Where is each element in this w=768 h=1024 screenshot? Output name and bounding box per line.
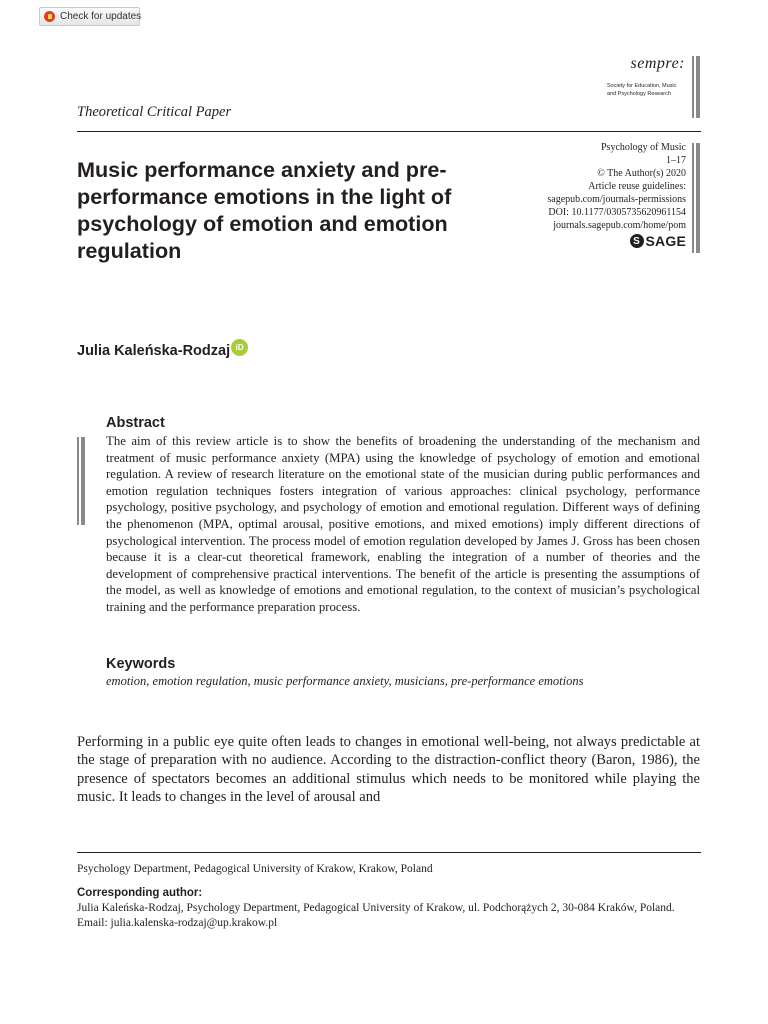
journal-name: Psychology of Music — [601, 142, 686, 153]
corresponding-author-address: Julia Kaleńska-Rodzaj, Psychology Department, Pedagogical University of Krakow, ul. Podchorążych 2, 30-084 Kraków, Poland. — [77, 902, 675, 914]
abstract-side-bar-2 — [81, 437, 85, 525]
brand-divider-bar-2 — [696, 56, 700, 118]
journal-brand — [600, 55, 685, 98]
corresponding-author-email[interactable]: Email: julia.kalenska-rodzaj@up.krakow.pl — [77, 917, 278, 929]
check-for-updates-button[interactable] — [39, 7, 140, 26]
abstract-side-bar — [77, 437, 79, 525]
metadata-divider-bar-2 — [696, 143, 700, 253]
affiliation: Psychology Department, Pedagogical University of Krakow, Krakow, Poland — [77, 863, 433, 875]
sage-wordmark: SAGE — [645, 232, 686, 249]
abstract-heading: Abstract — [106, 415, 165, 431]
copyright: © The Author(s) 2020 — [597, 168, 686, 179]
sempre-subtitle-line2: and Psychology Research — [607, 91, 671, 97]
sage-logo — [630, 234, 686, 248]
keywords-text: emotion, emotion regulation, music performance anxiety, musicians, pre-performance emotions — [106, 674, 584, 688]
doi-link[interactable]: DOI: 10.1177/0305735620961154 — [548, 207, 686, 218]
journal-home-link[interactable]: journals.sagepub.com/home/pom — [553, 220, 686, 231]
sage-icon: S — [630, 234, 644, 248]
article-title: Music performance anxiety and pre-performance emotions in the light of psychology of emotion and emotion regulation — [77, 157, 452, 263]
footer-rule — [77, 852, 701, 853]
corresponding-author-block — [77, 886, 697, 931]
corresponding-author-label: Corresponding author: — [77, 887, 203, 899]
article-metadata — [480, 141, 686, 248]
body-paragraph: Performing in a public eye quite often leads to changes in emotional well-being, not always predictable at the stage of preparation with no audience. According to the distraction-conflict theory (Baron, 1986), the presence of spectators becomes an additional stimulus which needs to be monitored while playing the music. It leads to changes in the level of arousal and — [77, 734, 700, 805]
bookmark-icon — [44, 11, 55, 22]
article-type: Theoretical Critical Paper — [77, 104, 232, 120]
abstract-text: The aim of this review article is to show the benefits of broadening the understanding of the mechanism and treatment of music performance anxiety (MPA) using the knowledge of psychology of emotion and emotional regulation. A review of research literature on the emotional state of the musician during public performances and emotion regulation techniques fosters integration of various approaches: clinical psychology, performance psychology, positive psychology, and psychology of emotion and emotional regulation. Different ways of defining the phenomenon (MPA, optimal arousal, positive emotions, and mixed emotions) imply different directions of psychological intervention. The process model of emotion regulation developed by James J. Gross has been chosen because it is a clear-cut theoretical framework, enabling the integration of a number of theories and the development of comprehensive practical interventions. The benefit of the article is presenting the assumptions of the model, as well as knowledge of emotions and emotional regulation, to the context of musician’s psychological training and the performance preparation process. — [106, 434, 700, 614]
reuse-guidelines-link[interactable]: sagepub.com/journals-permissions — [547, 194, 686, 205]
orcid-icon[interactable]: iD — [231, 339, 248, 356]
sempre-logo: sempre: — [630, 55, 685, 72]
reuse-guidelines-label: Article reuse guidelines: — [588, 181, 686, 192]
page-range: 1–17 — [666, 155, 686, 166]
author-line — [77, 342, 248, 359]
metadata-divider-bar — [692, 143, 694, 253]
sempre-subtitle — [607, 82, 685, 98]
check-for-updates-label: Check for updates — [60, 11, 142, 22]
keywords-heading: Keywords — [106, 656, 176, 672]
header-rule — [77, 131, 701, 132]
brand-divider-bar — [692, 56, 694, 118]
author-name: Julia Kaleńska-Rodzaj — [77, 342, 231, 359]
sempre-subtitle-line1: Society for Education, Music — [607, 83, 677, 89]
